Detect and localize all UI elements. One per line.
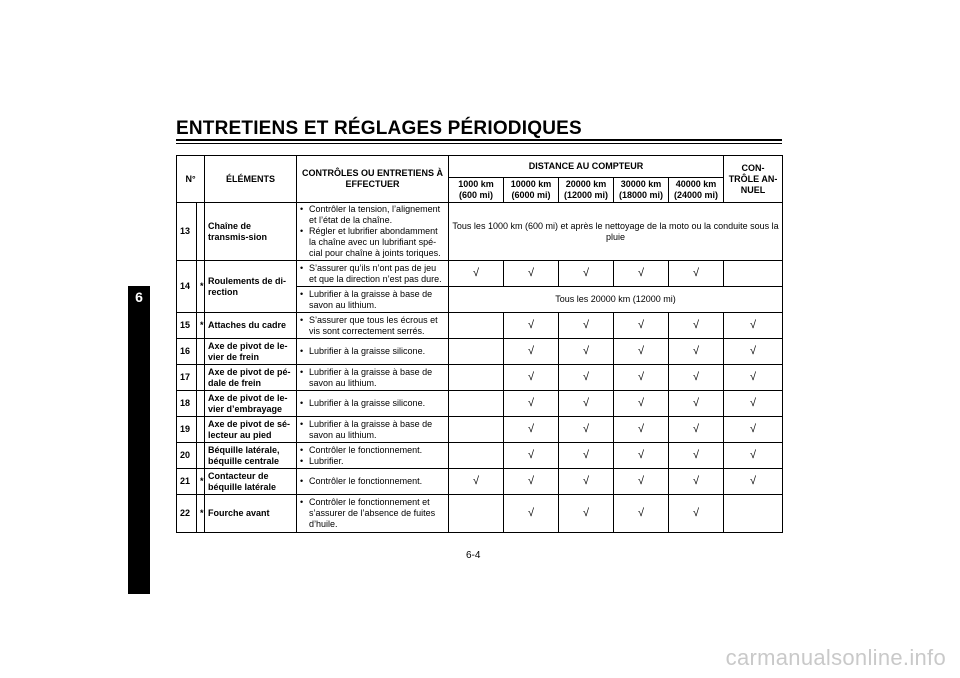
check-cell: √ [504, 495, 559, 533]
check-cell [449, 339, 504, 365]
check-cell: √ [559, 417, 614, 443]
item-number: 18 [177, 391, 197, 417]
check-cell: √ [669, 313, 724, 339]
check-cell: √ [614, 391, 669, 417]
check-cell: √ [559, 339, 614, 365]
interval-note: Tous les 1000 km (600 mi) et après le nettoyage de la moto ou la conduite sous la pluie [449, 203, 783, 261]
check-cell: √ [724, 365, 783, 391]
item-number: 17 [177, 365, 197, 391]
check-cell: √ [724, 339, 783, 365]
dealer-service-marker: * [197, 469, 205, 495]
item-name: Contacteur de béquille latérale [205, 469, 297, 495]
check-cell: √ [669, 261, 724, 287]
item-name: Chaîne de transmis-sion [205, 203, 297, 261]
check-cell: √ [559, 365, 614, 391]
table-row [177, 339, 783, 365]
check-cell: √ [559, 469, 614, 495]
check-cell: √ [504, 313, 559, 339]
actions-cell [297, 391, 449, 417]
page-number: 6-4 [466, 550, 481, 561]
dealer-service-marker [197, 365, 205, 391]
item-name: Axe de pivot de le-vier d’embrayage [205, 391, 297, 417]
action-item: • Lubrifier à la graisse à base de savon au lithium. [300, 419, 445, 441]
check-cell: √ [559, 261, 614, 287]
item-name: Fourche avant [205, 495, 297, 533]
actions-cell [297, 443, 449, 469]
action-item: • Lubrifier. [300, 456, 445, 467]
item-name: Roulements de di-rection [205, 261, 297, 313]
action-list [300, 289, 445, 311]
check-cell: √ [724, 391, 783, 417]
item-number: 15 [177, 313, 197, 339]
check-cell [449, 365, 504, 391]
table-row [177, 391, 783, 417]
actions-cell [297, 261, 449, 287]
dealer-service-marker [197, 443, 205, 469]
check-cell: √ [504, 365, 559, 391]
title-rule-thin [176, 143, 782, 144]
action-item: • Contrôler le fonctionnement et s’assurer de l’absence de fuites d’huile. [300, 497, 445, 530]
check-cell: √ [504, 469, 559, 495]
actions-cell [297, 495, 449, 533]
table-row [177, 365, 783, 391]
dealer-service-marker: * [197, 261, 205, 313]
header-elements: ÉLÉMENTS [205, 156, 297, 203]
check-cell: √ [669, 443, 724, 469]
actions-cell [297, 287, 449, 313]
item-name: Attaches du cadre [205, 313, 297, 339]
check-cell: √ [504, 417, 559, 443]
table-row [177, 261, 783, 287]
check-cell: √ [669, 495, 724, 533]
action-list [300, 263, 445, 285]
check-cell: √ [669, 365, 724, 391]
check-cell [449, 417, 504, 443]
item-number: 22 [177, 495, 197, 533]
action-list [300, 497, 445, 530]
check-cell: √ [504, 261, 559, 287]
maintenance-table [176, 155, 783, 533]
header-actions: CONTRÔLES OU ENTRETIENS À EFFECTUER [297, 156, 449, 203]
action-list [300, 367, 445, 389]
check-cell [449, 443, 504, 469]
check-cell: √ [559, 495, 614, 533]
title-rule-thick [176, 139, 782, 141]
check-cell: √ [614, 365, 669, 391]
action-item: • Régler et lubrifier abondamment la chaîne avec un lubrifiant spé-cial pour chaîne à joints toriques. [300, 226, 445, 259]
actions-cell [297, 417, 449, 443]
check-cell: √ [614, 417, 669, 443]
table-row [177, 417, 783, 443]
check-cell: √ [559, 443, 614, 469]
dealer-service-marker [197, 417, 205, 443]
action-item: • S’assurer que tous les écrous et vis sont correctement serrés. [300, 315, 445, 337]
dealer-service-marker [197, 203, 205, 261]
check-cell: √ [504, 443, 559, 469]
check-cell: √ [614, 495, 669, 533]
chapter-tab: 6 [128, 286, 150, 594]
item-number: 19 [177, 417, 197, 443]
action-list [300, 398, 445, 409]
check-cell: √ [614, 261, 669, 287]
check-cell: √ [449, 261, 504, 287]
table-row [177, 495, 783, 533]
header-annual: CON-TRÔLE AN-NUEL [724, 156, 783, 203]
check-cell [724, 261, 783, 287]
header-distance-4: 30000 km (18000 mi) [614, 178, 669, 203]
action-item: • Lubrifier à la graisse à base de savon au lithium. [300, 289, 445, 311]
action-list [300, 346, 445, 357]
actions-cell [297, 339, 449, 365]
actions-cell [297, 203, 449, 261]
check-cell: √ [614, 469, 669, 495]
action-list [300, 315, 445, 337]
check-cell [449, 495, 504, 533]
action-item: • S’assurer qu’ils n’ont pas de jeu et que la direction n’est pas dure. [300, 263, 445, 285]
item-name: Axe de pivot de pé-dale de frein [205, 365, 297, 391]
header-no: N° [177, 156, 205, 203]
header-distance-5: 40000 km (24000 mi) [669, 178, 724, 203]
check-cell: √ [724, 469, 783, 495]
dealer-service-marker [197, 339, 205, 365]
item-number: 14 [177, 261, 197, 313]
action-item: • Contrôler la tension, l’alignement et l’état de la chaîne. [300, 204, 445, 226]
header-distance-1: 1000 km (600 mi) [449, 178, 504, 203]
check-cell: √ [504, 339, 559, 365]
action-item: • Contrôler le fonctionnement. [300, 445, 445, 456]
check-cell: √ [724, 443, 783, 469]
action-list [300, 204, 445, 259]
item-number: 20 [177, 443, 197, 469]
header-distance-2: 10000 km (6000 mi) [504, 178, 559, 203]
item-name: Axe de pivot de sé-lecteur au pied [205, 417, 297, 443]
table-row [177, 469, 783, 495]
check-cell: √ [669, 391, 724, 417]
check-cell: √ [504, 391, 559, 417]
action-list [300, 419, 445, 441]
check-cell: √ [669, 469, 724, 495]
item-number: 13 [177, 203, 197, 261]
check-cell: √ [724, 313, 783, 339]
item-name: Axe de pivot de le-vier de frein [205, 339, 297, 365]
action-item: • Contrôler le fonctionnement. [300, 476, 445, 487]
check-cell [449, 313, 504, 339]
item-number: 21 [177, 469, 197, 495]
item-number: 16 [177, 339, 197, 365]
action-item: • Lubrifier à la graisse silicone. [300, 346, 445, 357]
check-cell: √ [669, 417, 724, 443]
check-cell: √ [559, 313, 614, 339]
check-cell: √ [724, 417, 783, 443]
action-list [300, 445, 445, 467]
table-row [177, 313, 783, 339]
interval-note: Tous les 20000 km (12000 mi) [449, 287, 783, 313]
item-name: Béquille latérale, béquille centrale [205, 443, 297, 469]
dealer-service-marker: * [197, 313, 205, 339]
header-distance: DISTANCE AU COMPTEUR [449, 156, 724, 178]
page-title: ENTRETIENS ET RÉGLAGES PÉRIODIQUES [176, 118, 582, 139]
dealer-service-marker: * [197, 495, 205, 533]
table-row [177, 443, 783, 469]
check-cell: √ [614, 443, 669, 469]
actions-cell [297, 313, 449, 339]
header-distance-3: 20000 km (12000 mi) [559, 178, 614, 203]
action-list [300, 476, 445, 487]
watermark: carmanualsonline.info [725, 645, 946, 670]
actions-cell [297, 365, 449, 391]
check-cell: √ [559, 391, 614, 417]
check-cell: √ [614, 313, 669, 339]
check-cell: √ [614, 339, 669, 365]
actions-cell [297, 469, 449, 495]
dealer-service-marker [197, 391, 205, 417]
action-item: • Lubrifier à la graisse silicone. [300, 398, 445, 409]
check-cell [724, 495, 783, 533]
table-row [177, 203, 783, 261]
check-cell: √ [669, 339, 724, 365]
action-item: • Lubrifier à la graisse à base de savon au lithium. [300, 367, 445, 389]
check-cell [449, 391, 504, 417]
check-cell: √ [449, 469, 504, 495]
